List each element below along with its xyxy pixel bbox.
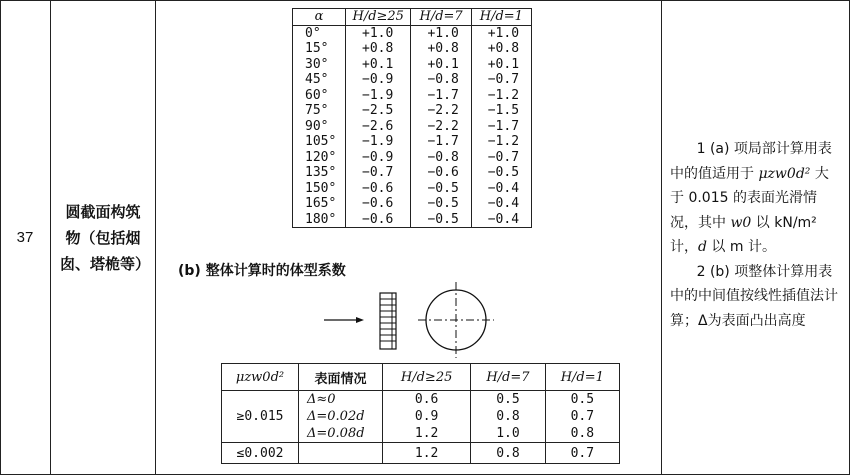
coefficient-cell: −0.9	[346, 72, 411, 88]
table-row	[293, 150, 532, 166]
table-row	[293, 103, 532, 119]
table-row	[293, 25, 532, 41]
angle-cell: 0°	[293, 25, 346, 41]
angle-cell: 15°	[293, 41, 346, 57]
table-row	[293, 165, 532, 181]
header-hd1: H/d=1	[545, 364, 619, 391]
column-divider	[155, 0, 156, 475]
chimney-diagram	[318, 280, 498, 370]
structure-name-cell	[51, 0, 155, 475]
coefficient-cell: +0.1	[411, 57, 471, 73]
cross-section-circle-icon	[418, 282, 494, 358]
table-cell: 0.8	[570, 426, 595, 441]
coefficient-cell: −1.7	[411, 134, 471, 150]
coefficient-cell: +0.8	[346, 41, 411, 57]
coefficient-cell: −0.5	[411, 212, 471, 228]
coefficient-cell: −1.9	[346, 88, 411, 104]
table-row	[222, 391, 620, 443]
coefficient-cell: −0.5	[471, 165, 531, 181]
header-muzw0d2: μzw0d²	[222, 364, 299, 391]
coefficient-cell: −2.5	[346, 103, 411, 119]
table-cell: 1.2	[414, 426, 439, 441]
coefficient-cell: −1.7	[411, 88, 471, 104]
chimney-side-view-icon	[380, 293, 396, 349]
condition: Δ=0.02d	[307, 409, 365, 424]
values-hd7	[471, 391, 545, 443]
coefficient-cell: +0.8	[471, 41, 531, 57]
angle-cell: 45°	[293, 72, 346, 88]
header-hd1: H/d=1	[471, 9, 531, 26]
coefficient-cell: −0.6	[346, 181, 411, 197]
table-row	[293, 181, 532, 197]
coefficient-cell: +1.0	[346, 25, 411, 41]
coefficient-cell: −1.7	[471, 119, 531, 135]
table-cell: 0.5	[570, 392, 595, 407]
table-header-row	[222, 364, 620, 391]
table-cell: 1.0	[496, 426, 520, 441]
header-hd25: H/d≥25	[346, 9, 411, 26]
notes-cell	[670, 137, 840, 333]
group-label: ≤0.002	[222, 443, 299, 464]
header-alpha: α	[293, 9, 346, 26]
table-cell: 1.2	[383, 443, 471, 464]
group-label: ≥0.015	[222, 391, 299, 443]
structure-name: 圆截面构筑物（包括烟囱、塔桅等）	[60, 202, 151, 273]
angle-cell: 150°	[293, 181, 346, 197]
local-coefficient-table	[292, 8, 532, 228]
table-body	[293, 25, 532, 228]
table-row	[222, 443, 620, 464]
table-row	[293, 57, 532, 73]
table-row	[293, 134, 532, 150]
table-row	[293, 212, 532, 228]
table-cell: 0.5	[496, 392, 520, 407]
coefficient-cell: −1.9	[346, 134, 411, 150]
coefficient-cell: −1.5	[471, 103, 531, 119]
condition: Δ≈0	[307, 392, 336, 407]
coefficient-cell: +0.1	[346, 57, 411, 73]
header-hd7: H/d=7	[471, 364, 545, 391]
surface-conditions	[299, 391, 383, 443]
coefficient-cell: −2.2	[411, 103, 471, 119]
coefficient-cell: +0.8	[411, 41, 471, 57]
coefficient-cell: −2.6	[346, 119, 411, 135]
coefficient-cell: −2.2	[411, 119, 471, 135]
table-cell: 0.7	[545, 443, 619, 464]
coefficient-cell: −0.6	[411, 165, 471, 181]
coefficient-cell: −0.7	[471, 150, 531, 166]
angle-cell: 180°	[293, 212, 346, 228]
table-cell: 0.7	[570, 409, 595, 424]
coefficient-cell: −0.4	[471, 196, 531, 212]
angle-cell: 60°	[293, 88, 346, 104]
angle-cell: 165°	[293, 196, 346, 212]
angle-cell: 90°	[293, 119, 346, 135]
table-header-row	[293, 9, 532, 26]
note-1: 1 (a) 项局部计算用表中的值适用于 μzw0d² 大于 0.015 的表面光滑情况，其中 w0 以 kN/m² 计，d 以 m 计。	[670, 141, 832, 255]
table-row	[293, 196, 532, 212]
wind-arrow-icon	[324, 317, 364, 323]
column-divider	[661, 0, 662, 475]
table-cell: 0.8	[471, 443, 545, 464]
table-cell: 0.9	[414, 409, 439, 424]
table-row	[293, 72, 532, 88]
coefficient-cell: −0.6	[346, 212, 411, 228]
angle-cell: 75°	[293, 103, 346, 119]
coefficient-cell: +1.0	[411, 25, 471, 41]
coefficient-cell: −0.8	[411, 72, 471, 88]
table-cell: 0.8	[496, 409, 520, 424]
surface-condition	[299, 443, 383, 464]
coefficient-cell: −0.8	[411, 150, 471, 166]
coefficient-cell: −1.2	[471, 134, 531, 150]
table-row	[293, 41, 532, 57]
row-number: 37	[16, 229, 34, 246]
header-surface: 表面情况	[299, 364, 383, 391]
coefficient-cell: −0.7	[471, 72, 531, 88]
coefficient-cell: −0.7	[346, 165, 411, 181]
header-hd7: H/d=7	[411, 9, 471, 26]
values-hd1	[545, 391, 619, 443]
caption-b: (b) 整体计算时的体型系数	[178, 263, 346, 279]
coefficient-cell: −0.9	[346, 150, 411, 166]
coefficient-cell: +0.1	[471, 57, 531, 73]
table-row	[293, 119, 532, 135]
coefficient-cell: −0.4	[471, 181, 531, 197]
coefficient-cell: −0.5	[411, 181, 471, 197]
coefficient-cell: −0.5	[411, 196, 471, 212]
overall-coefficient-table	[221, 363, 620, 464]
note-2: 2 (b) 项整体计算用表中的中间值按线性插值法计算；Δ为表面凸出高度	[670, 263, 838, 329]
header-hd25: H/d≥25	[383, 364, 471, 391]
angle-cell: 105°	[293, 134, 346, 150]
condition: Δ=0.08d	[307, 426, 365, 441]
angle-cell: 30°	[293, 57, 346, 73]
table-cell: 0.6	[414, 392, 439, 407]
table-row	[293, 88, 532, 104]
coefficient-cell: +1.0	[471, 25, 531, 41]
coefficient-cell: −0.6	[346, 196, 411, 212]
coefficient-cell: −0.4	[471, 212, 531, 228]
values-hd25	[383, 391, 471, 443]
angle-cell: 120°	[293, 150, 346, 166]
coefficient-cell: −1.2	[471, 88, 531, 104]
angle-cell: 135°	[293, 165, 346, 181]
